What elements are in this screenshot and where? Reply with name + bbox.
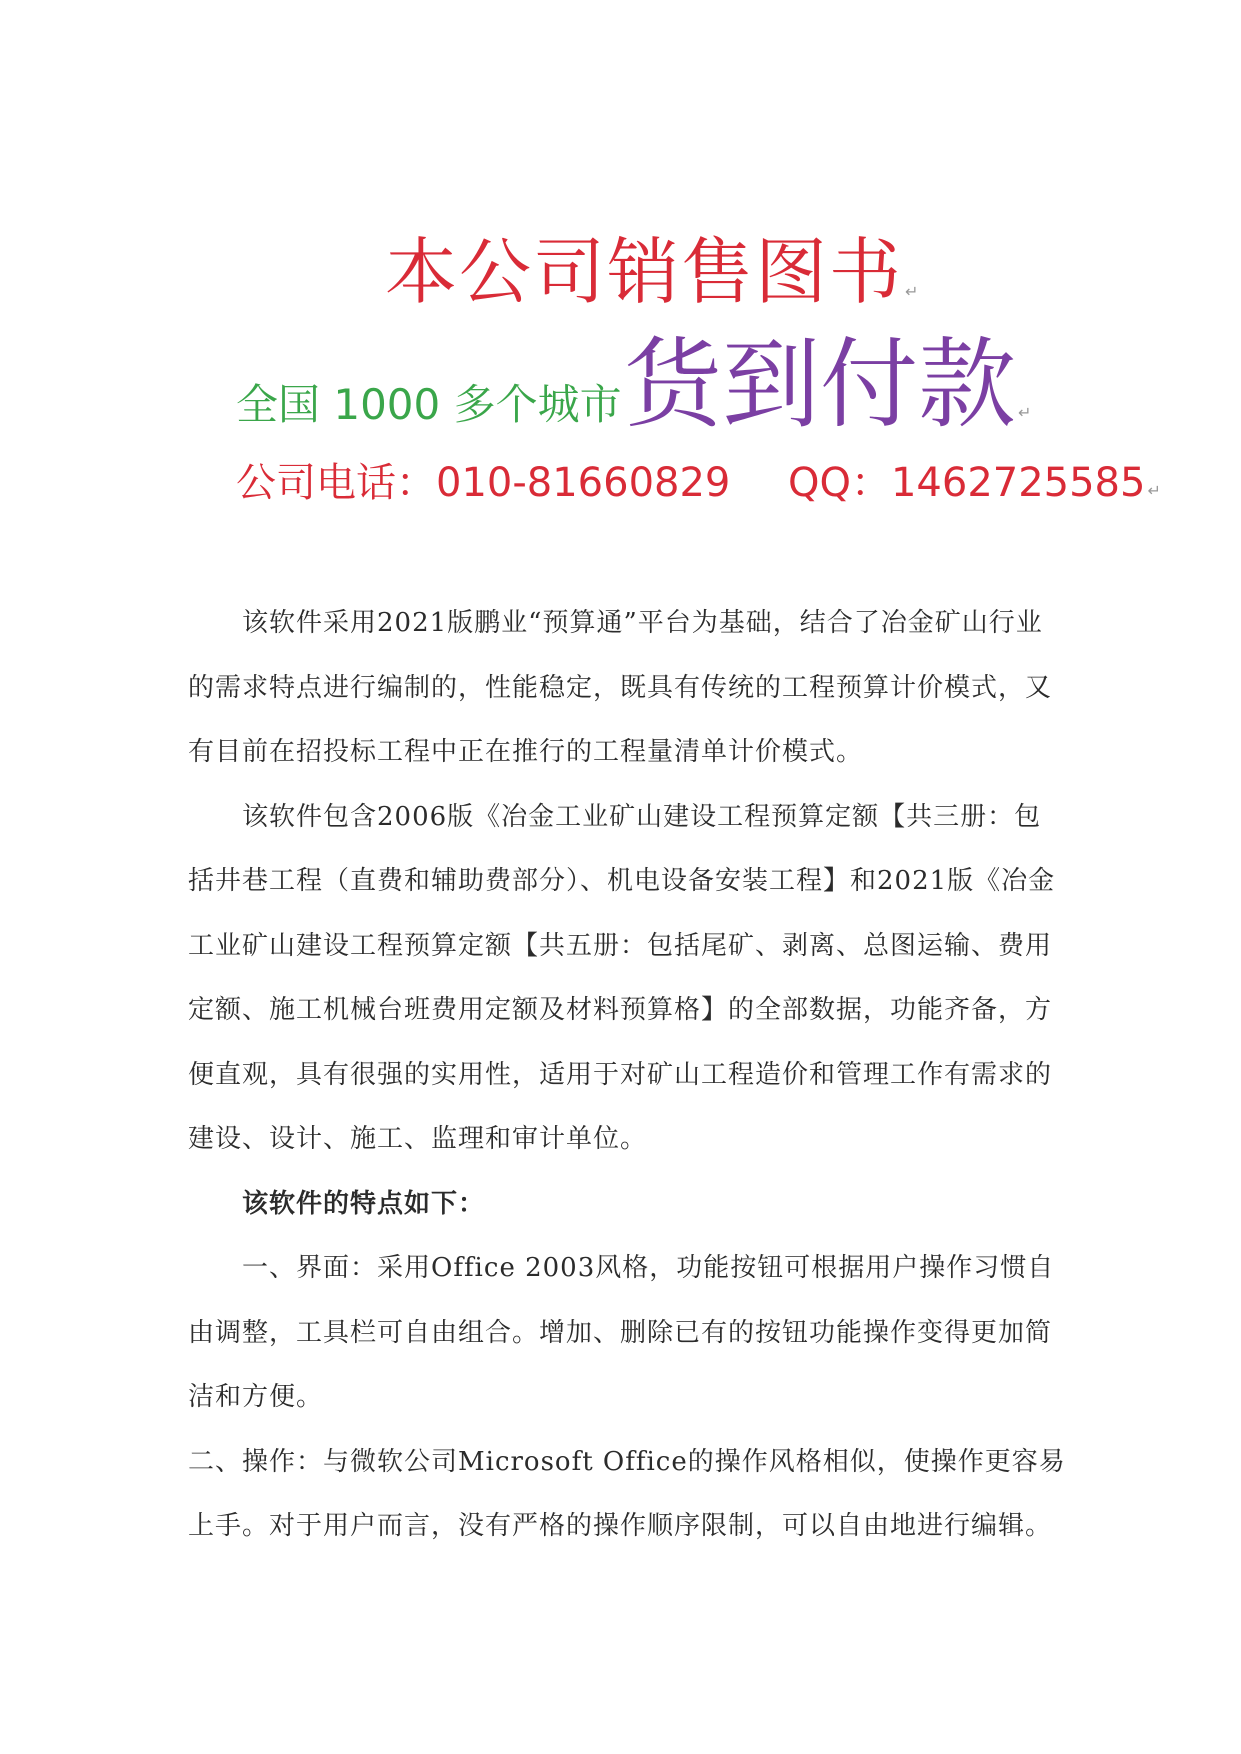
document-body (188, 591, 1068, 1559)
coverage-text: 全国 1000 多个城市 (236, 380, 622, 429)
feature-interface-paragraph: 一、界面：采用Office 2003风格，功能按钮可根据用户操作习惯自由调整，工具栏可自由组合。增加、删除已有的按钮功能操作变得更加简洁和方便。 (188, 1253, 1055, 1412)
banner-contact-row (236, 458, 1161, 508)
paragraph-mark-icon: ↵ (1018, 403, 1032, 422)
paragraph-mark-icon: ↵ (1147, 481, 1161, 500)
qq-text-label: QQ：1462725585 (788, 460, 1146, 506)
payment-text (624, 330, 1031, 468)
payment-text-label: 货到付款 (624, 328, 1017, 442)
contents-paragraph: 该软件包含2006版《冶金工业矿山建设工程预算定额【共三册：包括井巷工程（直费和辅助费部分）、机电设备安装工程】和2021版《冶金工业矿山建设工程预算定额【共五册：包括尾矿、剥离、总图运输、费用定额、施工机械台班费用定额及材料预算格】的全部数据，功能齐备，方便直观，具有很强的实用性，适用于对矿山工程造价和管理工作有需求的建设、设计、施工、监理和审计单位。 (188, 801, 1056, 1154)
banner-title (385, 232, 920, 332)
phone-text: 公司电话：010-81660829 (236, 460, 731, 506)
banner-title-text: 本公司销售图书 (385, 230, 904, 314)
paragraph-mark-icon: ↵ (905, 282, 921, 301)
feature-operation-paragraph: 二、操作：与微软公司Microsoft Office的操作风格相似，使操作更容易上手。对于用户而言，没有严格的操作顺序限制，可以自由地进行编辑。 (188, 1446, 1066, 1541)
features-heading: 该软件的特点如下： (242, 1188, 486, 1219)
intro-paragraph: 该软件采用2021版鹏业“预算通”平台为基础，结合了冶金矿山行业的需求特点进行编制的，性能稳定，既具有传统的工程预算计价模式，又有目前在招投标工程中正在推行的工程量清单计价模式。 (188, 608, 1053, 767)
qq-text (788, 458, 1161, 516)
